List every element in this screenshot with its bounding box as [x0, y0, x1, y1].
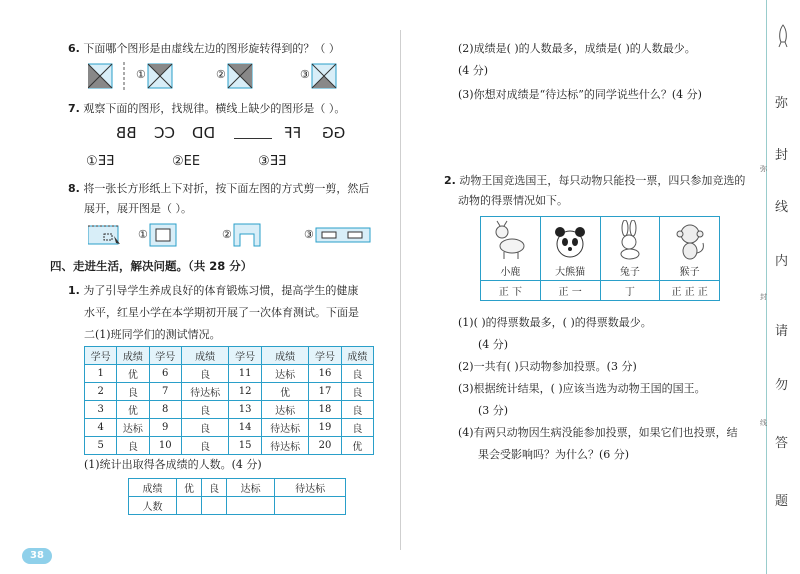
score-table-cell: 良	[181, 437, 229, 455]
score-table-cell: 待达标	[261, 419, 309, 437]
table-row	[85, 419, 374, 437]
animal-name-rabbit: 兔子	[619, 266, 640, 278]
tally-rabbit: 丁	[600, 281, 660, 301]
count-table-header-cell: 优	[176, 479, 201, 497]
count-table-answer-cell[interactable]	[176, 497, 201, 515]
score-table-header-cell: 学号	[309, 347, 341, 365]
deer-icon	[490, 220, 530, 260]
score-table-cell: 良	[117, 383, 149, 401]
animal-vote-table	[480, 216, 720, 301]
q6-option-3-label: ③	[300, 68, 310, 81]
score-table-cell: 优	[341, 437, 373, 455]
seal-sidebar	[766, 0, 800, 574]
problem-1-line-3: 二(1)班同学们的测试情况。	[84, 328, 221, 341]
page-number-badge: 38	[22, 548, 52, 564]
animal-name-deer: 小鹿	[500, 266, 521, 278]
seal-char-1: 弥	[775, 96, 789, 111]
problem-1-sub-2-points: (4 分)	[458, 64, 489, 77]
question-8-figures	[88, 222, 388, 250]
seal-char-6: 勿	[775, 378, 789, 393]
seal-char-3: 线	[775, 200, 789, 215]
score-table-cell: 10	[149, 437, 181, 455]
score-table-cell: 12	[229, 383, 261, 401]
q6-original-shape	[88, 64, 112, 88]
score-table-cell: 11	[229, 365, 261, 383]
question-6	[68, 40, 340, 56]
score-table-cell: 15	[229, 437, 261, 455]
count-table-header-cell: 良	[202, 479, 227, 497]
table-row	[85, 437, 374, 455]
section-4-heading: 四、走进生活，解决问题。（共 28 分）	[50, 259, 253, 273]
q7-answer-line	[234, 138, 272, 139]
score-table-cell: 4	[85, 419, 117, 437]
score-table-header-cell: 学号	[229, 347, 261, 365]
table-row	[85, 401, 374, 419]
q7-option-3: ③EE	[258, 154, 287, 169]
q8-option-1-label: ①	[138, 228, 148, 241]
rocket-icon	[775, 24, 791, 48]
score-table-cell: 良	[181, 419, 229, 437]
q7-option-1: ①EE	[86, 154, 115, 169]
score-table-cell: 14	[229, 419, 261, 437]
q6-option-3-shape	[312, 64, 336, 88]
question-8-line-1: 8. 将一张长方形纸上下对折，按下面左图的方式剪一剪，然后	[68, 182, 370, 195]
score-table-cell: 优	[261, 383, 309, 401]
problem-1-number: 1.	[68, 284, 80, 297]
problem-2-sub-4-line-1: (4)有两只动物因生病没能参加投票，如果它们也投票，结	[458, 426, 738, 439]
q7-seq-1: BB	[116, 124, 137, 142]
question-6-text: 下面哪个图形是由虚线左边的图形旋转得到的？（ ）	[83, 42, 340, 55]
seal-char-8: 题	[775, 494, 789, 509]
count-table-answer-cell[interactable]	[202, 497, 227, 515]
score-table-cell: 1	[85, 365, 117, 383]
q6-option-1-shape	[148, 64, 172, 88]
problem-1-sub-2: (2)成绩是( )的人数最多，成绩是( )的人数最少。	[458, 42, 696, 55]
count-table-header-cell: 达标	[227, 479, 275, 497]
score-table-header-cell: 成绩	[341, 347, 373, 365]
score-table-cell: 良	[181, 401, 229, 419]
score-table-cell: 7	[149, 383, 181, 401]
q7-seq-2: CC	[154, 124, 175, 142]
q6-option-2-label: ②	[216, 68, 226, 81]
tally-panda: 正 一	[540, 281, 600, 301]
q8-option-2-label: ②	[222, 228, 232, 241]
score-table-cell: 3	[85, 401, 117, 419]
q7-option-2: ②EE	[172, 154, 201, 169]
score-table-cell: 良	[341, 419, 373, 437]
score-table	[84, 346, 374, 455]
table-row	[129, 497, 346, 515]
seal-small-mark-3: 线	[760, 419, 767, 427]
score-table-header-cell: 学号	[149, 347, 181, 365]
score-table-cell: 待达标	[181, 383, 229, 401]
problem-2-line-1: 2. 动物王国竞选国王，每只动物只能投一票，四只参加竞选的	[444, 174, 746, 187]
score-table-header-cell: 学号	[85, 347, 117, 365]
score-table-cell: 5	[85, 437, 117, 455]
seal-small-mark-1: 弥	[760, 165, 767, 173]
count-table-header-cell: 待达标	[275, 479, 346, 497]
score-table-cell: 8	[149, 401, 181, 419]
seal-char-5: 请	[775, 324, 789, 339]
center-divider	[400, 30, 401, 550]
problem-1-line-1: 1. 为了引导学生养成良好的体育锻炼习惯，提高学生的健康	[68, 284, 359, 297]
count-table-answer-cell[interactable]	[275, 497, 346, 515]
problem-2-sub-1: (1)( )的得票数最多，( )的得票数最少。	[458, 316, 652, 329]
score-table-cell: 16	[309, 365, 341, 383]
score-table-cell: 6	[149, 365, 181, 383]
score-table-cell: 20	[309, 437, 341, 455]
score-table-header-cell: 成绩	[117, 347, 149, 365]
score-table-cell: 达标	[261, 365, 309, 383]
rabbit-icon	[610, 220, 650, 260]
question-6-number: 6.	[68, 42, 80, 55]
seal-char-2: 封	[775, 148, 789, 163]
q7-seq-4: FF	[284, 124, 302, 142]
score-table-cell: 优	[117, 365, 149, 383]
animal-cell-deer	[481, 217, 541, 281]
count-table-header-cell: 成绩	[129, 479, 177, 497]
animal-cell-monkey	[660, 217, 720, 281]
score-table-cell: 良	[341, 401, 373, 419]
score-table-cell: 13	[229, 401, 261, 419]
animal-cell-panda	[540, 217, 600, 281]
score-table-header-cell: 成绩	[261, 347, 309, 365]
seal-small-mark-2: 封	[760, 293, 767, 301]
score-table-cell: 达标	[117, 419, 149, 437]
problem-2-line-2: 动物的得票情况如下。	[458, 194, 568, 207]
seal-char-7: 答	[775, 436, 789, 451]
problem-1-sub-1: (1)统计出取得各成绩的人数。(4 分)	[84, 458, 262, 471]
score-table-cell: 良	[117, 437, 149, 455]
count-table-header	[129, 479, 346, 497]
count-table	[128, 478, 346, 515]
problem-2-sub-4-line-2: 果会受影响吗？为什么？(6 分)	[478, 448, 630, 461]
q6-option-1-label: ①	[136, 68, 146, 81]
score-table-cell: 2	[85, 383, 117, 401]
score-table-cell: 达标	[261, 401, 309, 419]
score-table-header-cell: 成绩	[181, 347, 229, 365]
score-table-cell: 9	[149, 419, 181, 437]
problem-2-number: 2.	[444, 174, 456, 187]
problem-2-sub-3: (3)根据统计结果，( )应该当选为动物王国的国王。	[458, 382, 706, 395]
problem-2-sub-1-points: (4 分)	[478, 338, 509, 351]
problem-2-sub-3-points: (3 分)	[478, 404, 509, 417]
monkey-icon	[670, 220, 710, 260]
seal-char-4: 内	[775, 254, 789, 269]
q8-option-3-label: ③	[304, 228, 314, 241]
question-6-figures	[88, 62, 378, 92]
table-row	[85, 365, 374, 383]
question-8-line-2: 展开，展开图是（ ）。	[84, 202, 192, 215]
count-table-answer-cell[interactable]	[227, 497, 275, 515]
score-table-header	[85, 347, 374, 365]
tally-monkey: 正 正 正	[660, 281, 720, 301]
score-table-cell: 优	[117, 401, 149, 419]
problem-1-sub-3: (3)你想对成绩是“待达标”的同学说些什么？(4 分)	[458, 88, 702, 101]
question-7-text: 观察下面的图形，找规律。横线上缺少的图形是（ ）。	[83, 102, 346, 115]
q7-seq-3: DD	[192, 124, 216, 142]
problem-2-sub-2: (2)一共有( )只动物参加投票。(3 分)	[458, 360, 637, 373]
table-row	[85, 383, 374, 401]
score-table-cell: 良	[181, 365, 229, 383]
score-table-cell: 良	[341, 365, 373, 383]
tally-deer: 正 下	[481, 281, 541, 301]
question-8-number: 8.	[68, 182, 80, 195]
score-table-cell: 待达标	[261, 437, 309, 455]
score-table-cell: 良	[341, 383, 373, 401]
score-table-cell: 19	[309, 419, 341, 437]
score-table-cell: 17	[309, 383, 341, 401]
animal-name-panda: 大熊猫	[555, 266, 586, 278]
animal-cell-rabbit	[600, 217, 660, 281]
score-table-cell: 18	[309, 401, 341, 419]
problem-1-line-2: 水平，红星小学在本学期初开展了一次体育测试。下面是	[84, 306, 359, 319]
q6-option-2-shape	[228, 64, 252, 88]
count-table-row-label: 人数	[129, 497, 177, 515]
question-7-number: 7.	[68, 102, 80, 115]
panda-icon	[550, 220, 590, 260]
q7-seq-5: GG	[322, 124, 346, 142]
animal-name-monkey: 猴子	[679, 266, 700, 278]
question-7	[68, 100, 345, 116]
